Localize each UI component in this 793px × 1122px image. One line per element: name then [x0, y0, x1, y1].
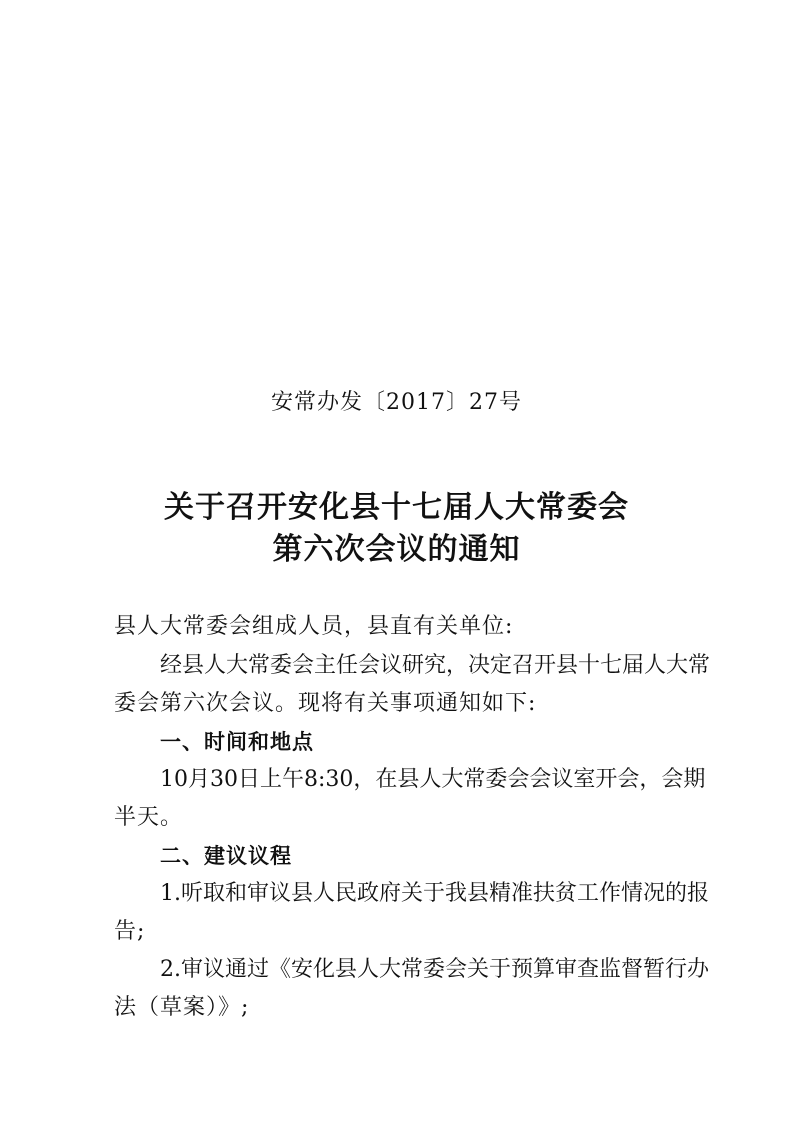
salutation: 县人大常委会组成人员，县直有关单位:	[114, 614, 514, 639]
intro-line-1: 经县人大常委会主任会议研究，决定召开县十七届人大常	[160, 653, 711, 678]
document-title-line-1: 关于召开安化县十七届人大常委会	[164, 490, 629, 525]
section-heading-agenda: 二、建议议程	[160, 844, 292, 868]
agenda-item-2-line-2: 法（草案）》;	[114, 995, 250, 1020]
intro-line-2: 委会第六次会议。现将有关事项通知如下:	[114, 691, 537, 716]
agenda-item-2-line-1: 2.审议通过《安化县人大常委会关于预算审查监督暂行办	[160, 957, 709, 982]
section1-line-2: 半天。	[114, 805, 184, 830]
section1-line-1: 10月30日上午8:30，在县人大常委会会议室开会，会期	[160, 767, 706, 792]
agenda-item-1-line-2: 告;	[114, 919, 146, 944]
agenda-item-1-line-1: 1.听取和审议县人民政府关于我县精准扶贫工作情况的报	[160, 881, 709, 906]
document-title-line-2: 第六次会议的通知	[272, 532, 521, 567]
document-number: 安常办发〔2017〕27号	[271, 390, 522, 415]
section-heading-time-place: 一、时间和地点	[160, 730, 314, 754]
